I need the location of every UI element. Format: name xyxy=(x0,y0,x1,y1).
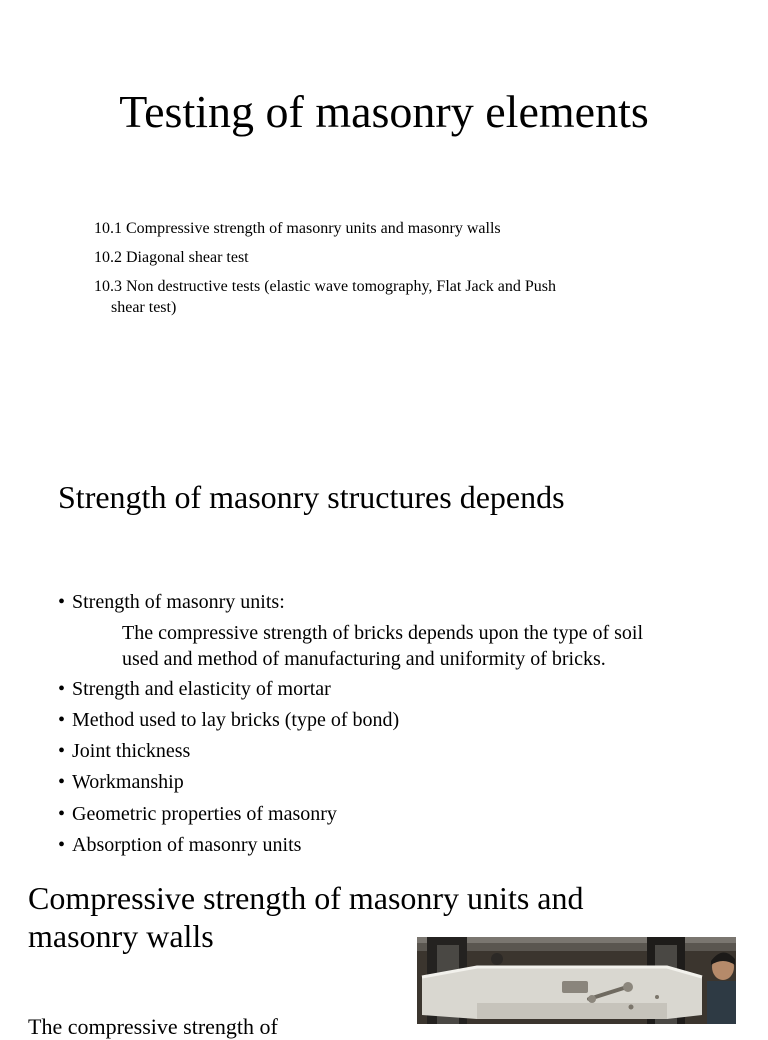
bullet-item xyxy=(58,801,337,827)
bullet-item xyxy=(58,738,190,764)
sub-paragraph xyxy=(122,620,722,672)
bullet-text: Geometric properties of masonry xyxy=(72,803,337,825)
heading-line: Compressive strength of masonry units and xyxy=(28,880,584,916)
bullet-text: Method used to lay bricks (type of bond) xyxy=(72,709,400,731)
bullet-text: Absorption of masonry units xyxy=(72,834,302,856)
bullet-marker: • xyxy=(58,803,66,825)
bullet-marker: • xyxy=(58,771,66,793)
bullet-text: Strength and elasticity of mortar xyxy=(72,678,331,700)
bullet-text: Joint thickness xyxy=(72,740,191,762)
toc-item-10-3: 10.3 Non destructive tests (elastic wave tomography, Flat Jack and Push xyxy=(94,278,556,295)
bullet-text: Strength of masonry units: xyxy=(72,591,285,613)
bullet-marker: • xyxy=(58,834,66,856)
sub-paragraph-line: used and method of manufacturing and uniformity of bricks. xyxy=(122,648,606,670)
bullet-item xyxy=(58,769,184,795)
bullet-text: Workmanship xyxy=(72,771,184,793)
bullet-marker: • xyxy=(58,709,66,731)
bullet-marker: • xyxy=(58,591,66,613)
heading-line: masonry walls xyxy=(28,918,214,954)
testing-machine-illustration xyxy=(417,937,736,1024)
page-title: Testing of masonry elements xyxy=(119,86,649,137)
toc-item-10-3-continued: shear test) xyxy=(111,299,177,316)
bullet-item xyxy=(58,676,331,702)
bullet-item xyxy=(58,832,301,858)
testing-machine-photo xyxy=(417,937,736,1024)
truncated-body-text: The compressive strength of xyxy=(28,1014,278,1039)
sub-paragraph-line: The compressive strength of bricks depends upon the type of soil xyxy=(122,622,643,644)
bullet-item xyxy=(58,707,399,733)
bullet-item xyxy=(58,589,285,615)
bullet-marker: • xyxy=(58,740,66,762)
bullet-marker: • xyxy=(58,678,66,700)
toc-item-10-2: 10.2 Diagonal shear test xyxy=(94,249,249,266)
toc-item-10-1: 10.1 Compressive strength of masonry units and masonry walls xyxy=(94,220,501,237)
section-heading-strength: Strength of masonry structures depends xyxy=(58,479,565,515)
